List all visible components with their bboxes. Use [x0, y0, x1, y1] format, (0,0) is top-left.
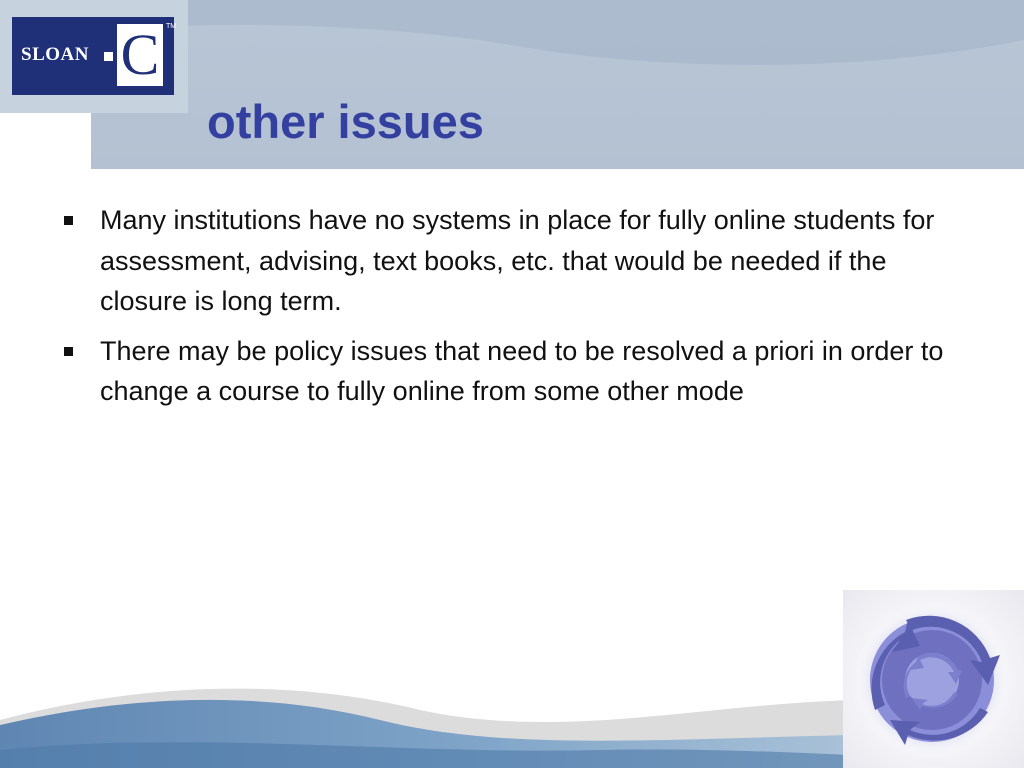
logo-dash — [104, 52, 113, 61]
slide-title: other issues — [207, 95, 484, 148]
logo-trademark: TM — [166, 23, 177, 30]
bottom-wave — [0, 680, 850, 768]
square-bullet-icon — [64, 347, 73, 356]
square-bullet-icon — [64, 216, 73, 225]
logo-letter-box — [117, 24, 163, 86]
bullet-item — [60, 200, 950, 322]
sloan-c-logo — [12, 17, 177, 95]
bullet-item — [60, 331, 950, 412]
bullet-list — [60, 200, 950, 421]
bullet-text: There may be policy issues that need to be resolved a priori in order to change a course to fully online from some other mode — [100, 335, 944, 406]
logo-brand-text: SLOAN — [21, 44, 89, 65]
circular-arrows-icon — [850, 600, 1015, 760]
logo-letter: C — [120, 22, 160, 87]
bullet-text: Many institutions have no systems in place for fully online students for assessment, advising, text books, etc. that would be needed if the closure is long term. — [100, 205, 935, 316]
